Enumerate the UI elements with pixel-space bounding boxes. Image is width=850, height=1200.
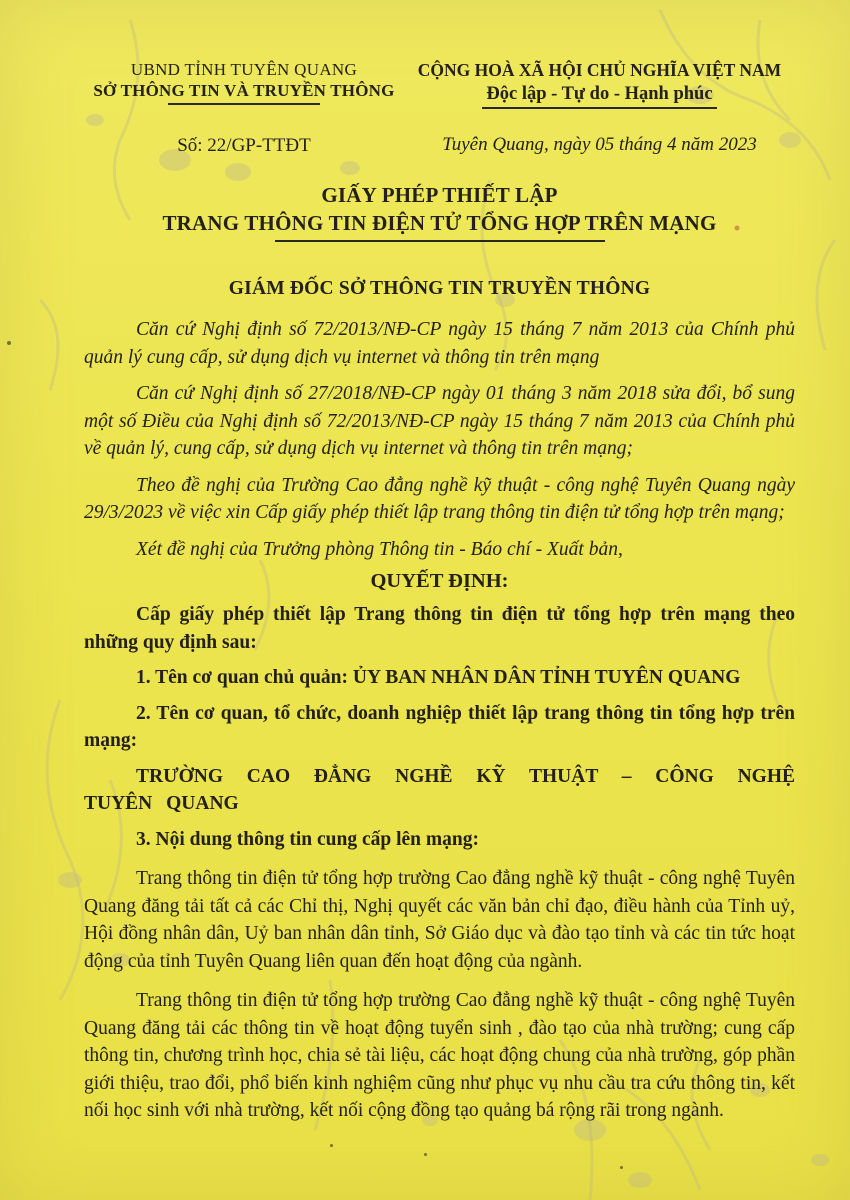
org-underline-rule (168, 103, 320, 105)
org-name: SỞ THÔNG TIN VÀ TRUYỀN THÔNG (93, 81, 395, 100)
decision-heading: QUYẾT ĐỊNH: (370, 570, 509, 592)
content-paragraph: Trang thông tin điện tử tổng hợp trường Cao đẳng nghề kỹ thuật - công nghệ Tuyên Quang đăng tải các thông tin về hoạt động tuyển sinh , đào tạo của nhà trường; cung cấp thông tin, chương trình học, chia sẻ tài liệu, các hoạt động chung của nhà trường, góp phần giới thiệu, trao đổi, phổ biến kinh nghiệm cũng như phục vụ nhu cầu tra cứu thông tin, kết nối học sinh với nhà trường, kết nối cộng đồng tạo quảng bá rộng rãi trong ngành. (84, 990, 795, 1121)
place-and-date: Tuyên Quang, ngày 05 tháng 4 năm 2023 (442, 134, 757, 155)
parent-org-name: UBND TỈNH TUYÊN QUANG (130, 60, 358, 79)
national-motto: Độc lập - Tự do - Hạnh phúc (482, 83, 716, 109)
issuer-heading: GIÁM ĐỐC SỞ THÔNG TIN TRUYỀN THÔNG (228, 278, 651, 299)
decision-item-3-label: 3. Nội dung thông tin cung cấp lên mạng: (136, 828, 479, 850)
preamble-section (84, 316, 795, 563)
decision-intro: Cấp giấy phép thiết lập Trang thông tin điện tử tổng hợp trên mạng theo những quy định sau: (84, 604, 795, 653)
national-header: CỘNG HOÀ XÃ HỘI CHỦ NGHĨA VIỆT NAM (417, 60, 782, 80)
decision-item-2-value: TRƯỜNG CAO ĐẲNG NGHỀ KỸ THUẬT – CÔNG NGHỆ TUYÊN QUANG (84, 765, 795, 814)
title-line-1: GIẤY PHÉP THIẾT LẬP (321, 183, 558, 207)
scan-speck (330, 1144, 333, 1147)
decision-item-2-label: 2. Tên cơ quan, tổ chức, doanh nghiệp thiết lập trang thông tin tổng hợp trên mạng: (84, 702, 795, 751)
national-header-block (404, 60, 795, 157)
preamble-paragraph: Xét đề nghị của Trưởng phòng Thông tin - Báo chí - Xuất bản, (136, 538, 623, 560)
preamble-paragraph: Căn cứ Nghị định số 72/2013/NĐ-CP ngày 15 tháng 7 năm 2013 của Chính phủ quản lý cung cấp, sử dụng dịch vụ internet và thông tin trên mạng (84, 319, 795, 368)
issuing-agency-block (84, 60, 404, 157)
preamble-paragraph: Căn cứ Nghị định số 27/2018/NĐ-CP ngày 01 tháng 3 năm 2018 sửa đổi, bổ sung một số Điều của Nghị định số 72/2013/NĐ-CP ngày 15 tháng 7 năm 2013 của Chính phủ về quản lý, cung cấp, sử dụng dịch vụ internet và thông tin trên mạng; (84, 383, 795, 459)
document-header (84, 60, 795, 157)
preamble-paragraph: Theo đề nghị của Trường Cao đẳng nghề kỹ thuật - công nghệ Tuyên Quang ngày 29/3/2023 về việc xin Cấp giấy phép thiết lập trang thông tin điện tử tổng hợp trên mạng; (84, 474, 795, 523)
decision-item-1: 1. Tên cơ quan chủ quản: ỦY BAN NHÂN DÂN TỈNH TUYÊN QUANG (136, 667, 741, 688)
title-line-2: TRANG THÔNG TIN ĐIỆN TỬ TỔNG HỢP TRÊN MẠNG (162, 211, 717, 235)
scan-speck (620, 1166, 623, 1169)
title-underline-rule (275, 240, 605, 242)
document-number: Số: 22/GP-TTĐT (177, 135, 311, 156)
scan-speck (424, 1153, 427, 1156)
document-title (84, 181, 795, 242)
content-paragraph: Trang thông tin điện tử tổng hợp trường Cao đẳng nghề kỹ thuật - công nghệ Tuyên Quang đăng tải tất cả các Chỉ thị, Nghị quyết các văn bản chỉ đạo, điều hành của Tỉnh uỷ, Hội đồng nhân dân, Uỷ ban nhân dân tỉnh, Sở Giáo dục và đào tạo tỉnh và các tin tức hoạt động của tỉnh Tuyên Quang liên quan đến hoạt động của ngành. (84, 868, 795, 972)
